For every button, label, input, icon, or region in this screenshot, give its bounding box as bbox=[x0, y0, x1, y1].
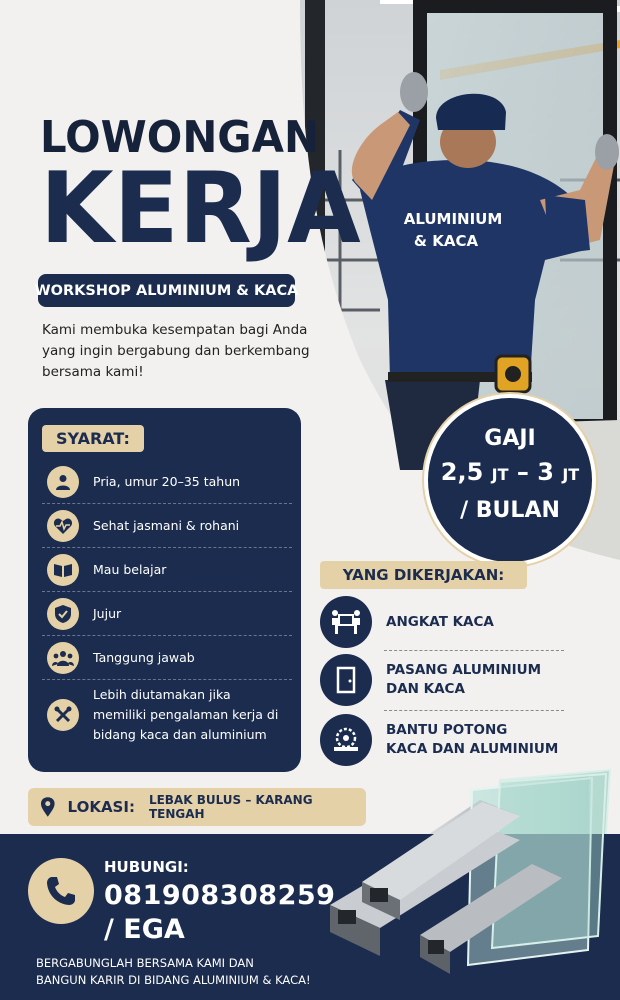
list-item bbox=[42, 504, 292, 548]
list-item bbox=[42, 680, 292, 750]
location-value: LEBAK BULUS – KARANG TENGAH bbox=[148, 793, 313, 821]
subtitle-pill: WORKSHOP ALUMINIUM & KACA bbox=[38, 274, 295, 307]
group-icon bbox=[47, 642, 79, 674]
duty-item bbox=[320, 596, 570, 648]
contact-number[interactable]: 081908308259 bbox=[104, 880, 336, 911]
title-line2: KERJA bbox=[40, 152, 361, 266]
list-item bbox=[42, 460, 292, 504]
title-line1: LOWONGAN bbox=[40, 112, 319, 163]
list-item bbox=[42, 592, 292, 636]
heart-pulse-icon bbox=[47, 510, 79, 542]
shirt-text-line2: & KACA bbox=[413, 232, 479, 250]
intro-text: Kami membuka kesempatan bagi Anda yang ingin bergabung dan berkembang bersama kami! bbox=[42, 322, 310, 380]
duty-item bbox=[320, 654, 570, 706]
call-to-action: BERGABUNGLAH BERSAMA KAMI DAN BANGUN KARIR DI BIDANG ALUMINIUM & KACA! bbox=[36, 956, 311, 987]
requirements-list bbox=[42, 460, 292, 750]
duty-item bbox=[320, 714, 570, 766]
door-frame-icon bbox=[320, 654, 372, 706]
requirement-text: Lebih diutamakan jika memiliki pengalaman kerja di bidang kaca dan aluminium bbox=[93, 687, 279, 742]
duties-title: YANG DIKERJAKAN: bbox=[320, 561, 527, 589]
list-item bbox=[42, 636, 292, 680]
requirement-text: Mau belajar bbox=[93, 561, 167, 577]
duty-text: PASANG ALUMINIUM DAN KACA bbox=[386, 662, 542, 697]
contact-label: HUBUNGI: bbox=[104, 858, 189, 876]
shirt-text-line1: ALUMINIUM bbox=[403, 210, 503, 228]
salary-badge bbox=[424, 394, 596, 566]
saw-icon bbox=[320, 714, 372, 766]
list-item bbox=[42, 548, 292, 592]
requirement-text: Pria, umur 20–35 tahun bbox=[93, 473, 241, 489]
requirement-text: Jujur bbox=[93, 605, 122, 621]
shield-check-icon bbox=[47, 598, 79, 630]
phone-icon bbox=[44, 874, 78, 908]
requirements-card bbox=[28, 408, 301, 772]
salary-amount: 2,5 JT – 3 JT bbox=[440, 458, 580, 486]
contact-name: / EGA bbox=[104, 914, 185, 945]
tools-icon bbox=[47, 699, 79, 731]
phone-icon-circle bbox=[28, 858, 94, 924]
carry-glass-icon bbox=[320, 596, 372, 648]
duty-text: ANGKAT KACA bbox=[386, 613, 494, 630]
salary-period: / BULAN bbox=[460, 498, 560, 523]
book-icon bbox=[47, 554, 79, 586]
duty-text: BANTU POTONG KACA DAN ALUMINIUM bbox=[386, 722, 559, 757]
location-label: LOKASI: bbox=[67, 798, 135, 816]
divider bbox=[384, 710, 564, 711]
requirement-text: Tanggung jawab bbox=[93, 649, 195, 665]
person-icon bbox=[47, 466, 79, 498]
salary-label: GAJI bbox=[484, 426, 536, 451]
requirements-title: SYARAT: bbox=[42, 425, 144, 452]
requirement-text: Sehat jasmani & rohani bbox=[93, 517, 240, 533]
divider bbox=[384, 650, 564, 651]
